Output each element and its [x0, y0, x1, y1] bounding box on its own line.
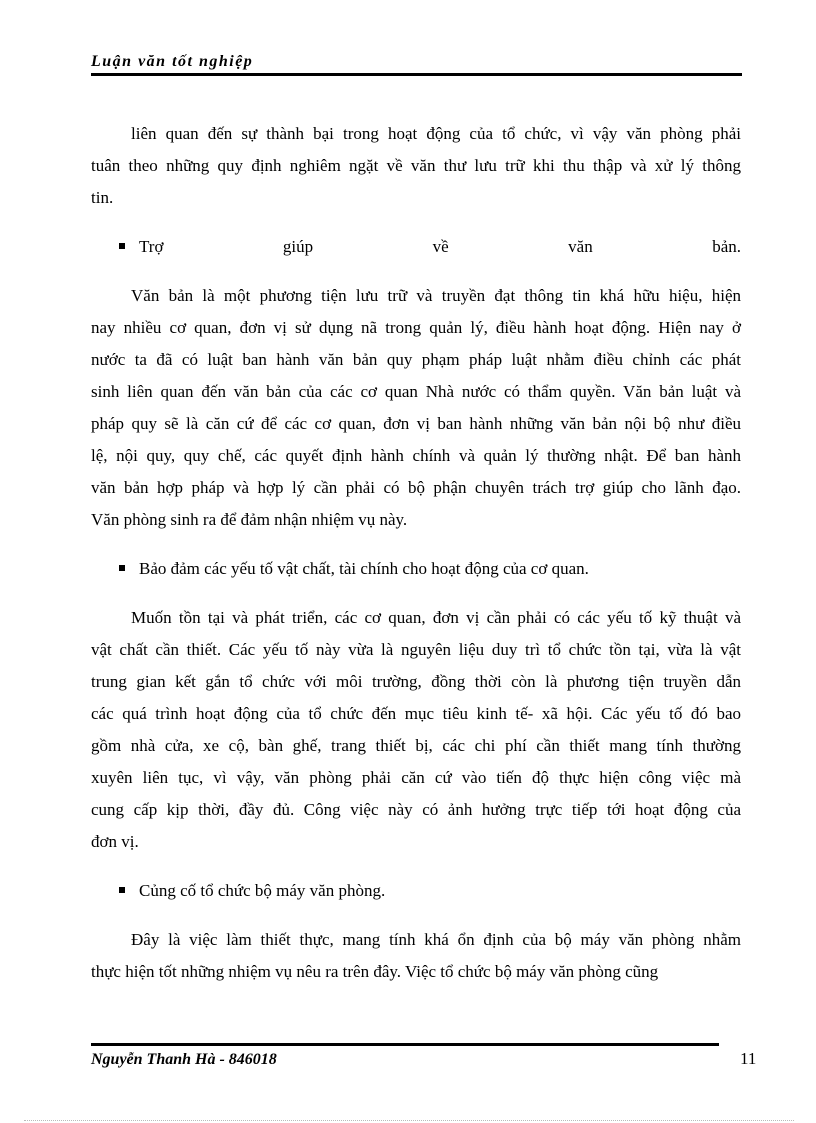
page-edge-dotted-line: [24, 1120, 794, 1121]
square-bullet-icon: [119, 887, 125, 893]
text-line: thực hiện tốt những nhiệm vụ nêu ra trên đây. Việc tổ chức bộ máy văn phòng cũng: [91, 962, 659, 981]
header-title: Luận văn tốt nghiệp: [91, 53, 254, 70]
page-header: [91, 52, 741, 72]
text-line: Văn phòng sinh ra để đảm nhận nhiệm vụ này.: [91, 510, 408, 529]
header-rule: [91, 73, 742, 76]
text-line: pháp quy sẽ là căn cứ để các cơ quan, đơn vị ban hành những văn bản nội bộ như điều: [91, 414, 741, 433]
text-line: tuân theo những quy định nghiêm ngặt về văn thư lưu trữ khi thu thập và xử lý thông: [91, 156, 741, 175]
paragraph-3: [91, 602, 741, 858]
paragraph-4: [91, 924, 741, 988]
bullet-text: Trợ giúp về văn bản.: [139, 237, 741, 256]
text-line: cung cấp kịp thời, đầy đủ. Công việc này có ảnh hưởng trực tiếp tới hoạt động của: [91, 800, 741, 819]
square-bullet-icon: [119, 243, 125, 249]
paragraph-1: [91, 118, 741, 214]
text-line: gồm nhà cửa, xe cộ, bàn ghế, trang thiết bị, các chi phí cần thiết mang tính thường: [91, 736, 741, 755]
text-line: nay nhiều cơ quan, đơn vị sử dụng nã trong quản lý, điều hành hoạt động. Hiện nay ở: [91, 318, 741, 337]
bullet-item-2: [91, 553, 741, 585]
text-line: vật chất cần thiết. Các yếu tố này vừa là nguyên liệu duy trì tổ chức tồn tại, vừa là vật: [91, 640, 741, 659]
text-line: văn bản hợp pháp và hợp lý cần phải có bộ phận chuyên trách trợ giúp cho lãnh đạo.: [91, 478, 741, 497]
document-body: [91, 118, 741, 988]
square-bullet-icon: [119, 565, 125, 571]
text-line: Văn bản là một phương tiện lưu trữ và truyền đạt thông tin khá hữu hiệu, hiện: [131, 286, 741, 305]
text-line: trung gian kết gắn tổ chức với môi trường, đồng thời còn là phương tiện truyền dẫn: [91, 672, 741, 691]
page-number: 11: [740, 1049, 757, 1068]
text-line: đơn vị.: [91, 832, 139, 851]
text-line: liên quan đến sự thành bại trong hoạt động của tổ chức, vì vậy văn phòng phải: [131, 124, 741, 143]
paragraph-2: [91, 280, 741, 536]
text-line: sinh liên quan đến văn bản của các cơ quan Nhà nước có thẩm quyền. Văn bản luật và: [91, 382, 741, 401]
bullet-item-3: [91, 875, 741, 907]
footer-author: Nguyễn Thanh Hà - 846018: [91, 1051, 277, 1068]
text-line: các quá trình hoạt động của tổ chức đến mục tiêu kinh tế- xã hội. Các yếu tố đó bao: [91, 704, 741, 723]
bullet-item-1: [91, 231, 741, 263]
text-line: tin.: [91, 188, 114, 207]
bullet-text: Bảo đảm các yếu tố vật chất, tài chính cho hoạt động của cơ quan.: [139, 559, 589, 578]
text-line: lệ, nội quy, quy chế, các quyết định hành chính và quản lý thường nhật. Để ban hành: [91, 446, 741, 465]
text-line: xuyên liên tục, vì vậy, văn phòng phải căn cứ vào tiến độ thực hiện công việc mà: [91, 768, 741, 787]
footer-rule: [91, 1043, 719, 1046]
text-line: nước ta đã có luật ban hành văn bản quy phạm pháp luật nhằm điều chỉnh các phát: [91, 350, 741, 369]
bullet-text: Củng cố tổ chức bộ máy văn phòng.: [139, 881, 386, 900]
text-line: Muốn tồn tại và phát triển, các cơ quan, đơn vị cần phải có các yếu tố kỹ thuật và: [131, 608, 741, 627]
text-line: Đây là việc làm thiết thực, mang tính khá ổn định của bộ máy văn phòng nhằm: [131, 930, 741, 949]
